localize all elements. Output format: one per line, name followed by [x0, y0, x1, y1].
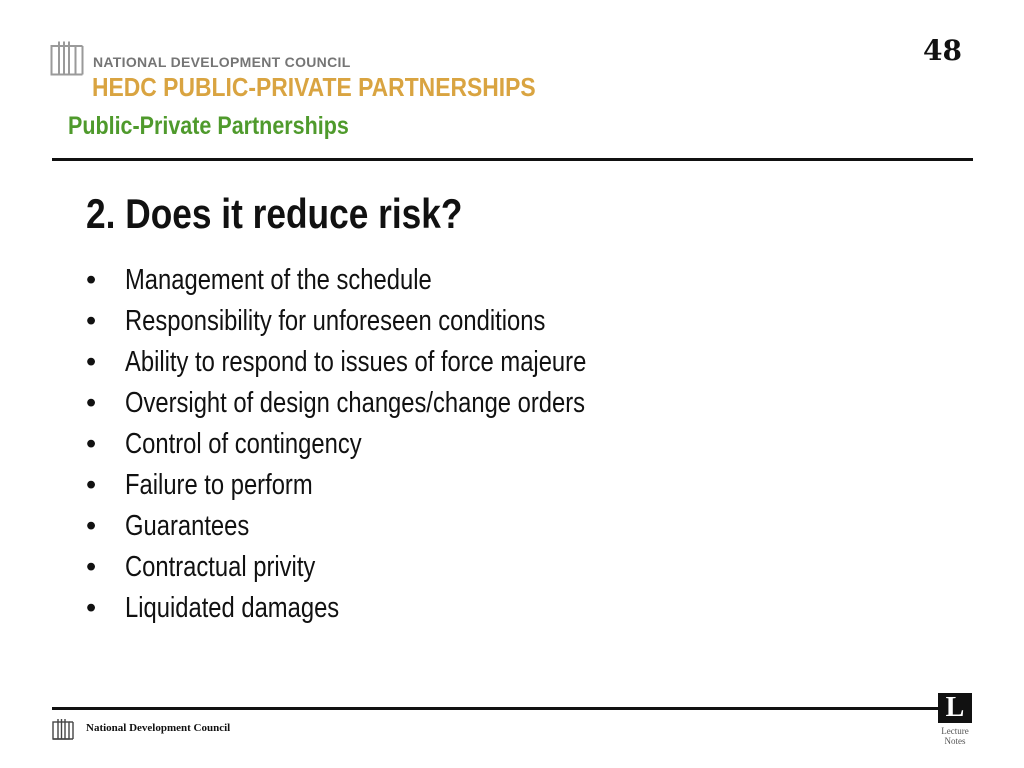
building-columns-icon [50, 40, 84, 76]
bullet-icon: • [86, 264, 97, 296]
bullet-icon: • [86, 469, 97, 501]
bullet-text: Management of the schedule [125, 264, 432, 296]
lecture-notes-line1: Lecture [941, 726, 969, 736]
building-columns-icon [52, 718, 74, 740]
bullet-text: Control of contingency [125, 428, 362, 460]
bullet-icon: • [86, 592, 97, 624]
header-divider [52, 158, 973, 161]
slide-heading: 2. Does it reduce risk? [86, 190, 463, 237]
lecture-notes-caption [938, 726, 972, 746]
bullet-icon: • [86, 387, 97, 419]
bullet-text: Responsibility for unforeseen conditions [125, 305, 546, 337]
footer-divider [52, 707, 945, 710]
lecture-notes-letter: L [938, 693, 972, 723]
org-name: NATIONAL DEVELOPMENT COUNCIL [93, 54, 351, 70]
bullet-text: Oversight of design changes/change orders [125, 387, 586, 419]
bullet-icon: • [86, 346, 97, 378]
bullet-icon: • [86, 551, 97, 583]
bullet-text: Failure to perform [125, 469, 313, 501]
section-title: Public-Private Partnerships [68, 112, 349, 140]
lecture-notes-line2: Notes [944, 736, 966, 746]
page-number: 48 [923, 34, 962, 67]
bullet-icon: • [86, 428, 97, 460]
bullet-icon: • [86, 305, 97, 337]
bullet-text: Guarantees [125, 510, 250, 542]
lecture-notes-logo [938, 693, 972, 751]
bullet-text: Liquidated damages [125, 592, 340, 624]
bullet-text: Ability to respond to issues of force majeure [125, 346, 587, 378]
bullet-icon: • [86, 510, 97, 542]
footer-org-name: National Development Council [86, 722, 231, 734]
program-name: HEDC PUBLIC-PRIVATE PARTNERSHIPS [92, 72, 536, 102]
bullet-text: Contractual privity [125, 551, 316, 583]
